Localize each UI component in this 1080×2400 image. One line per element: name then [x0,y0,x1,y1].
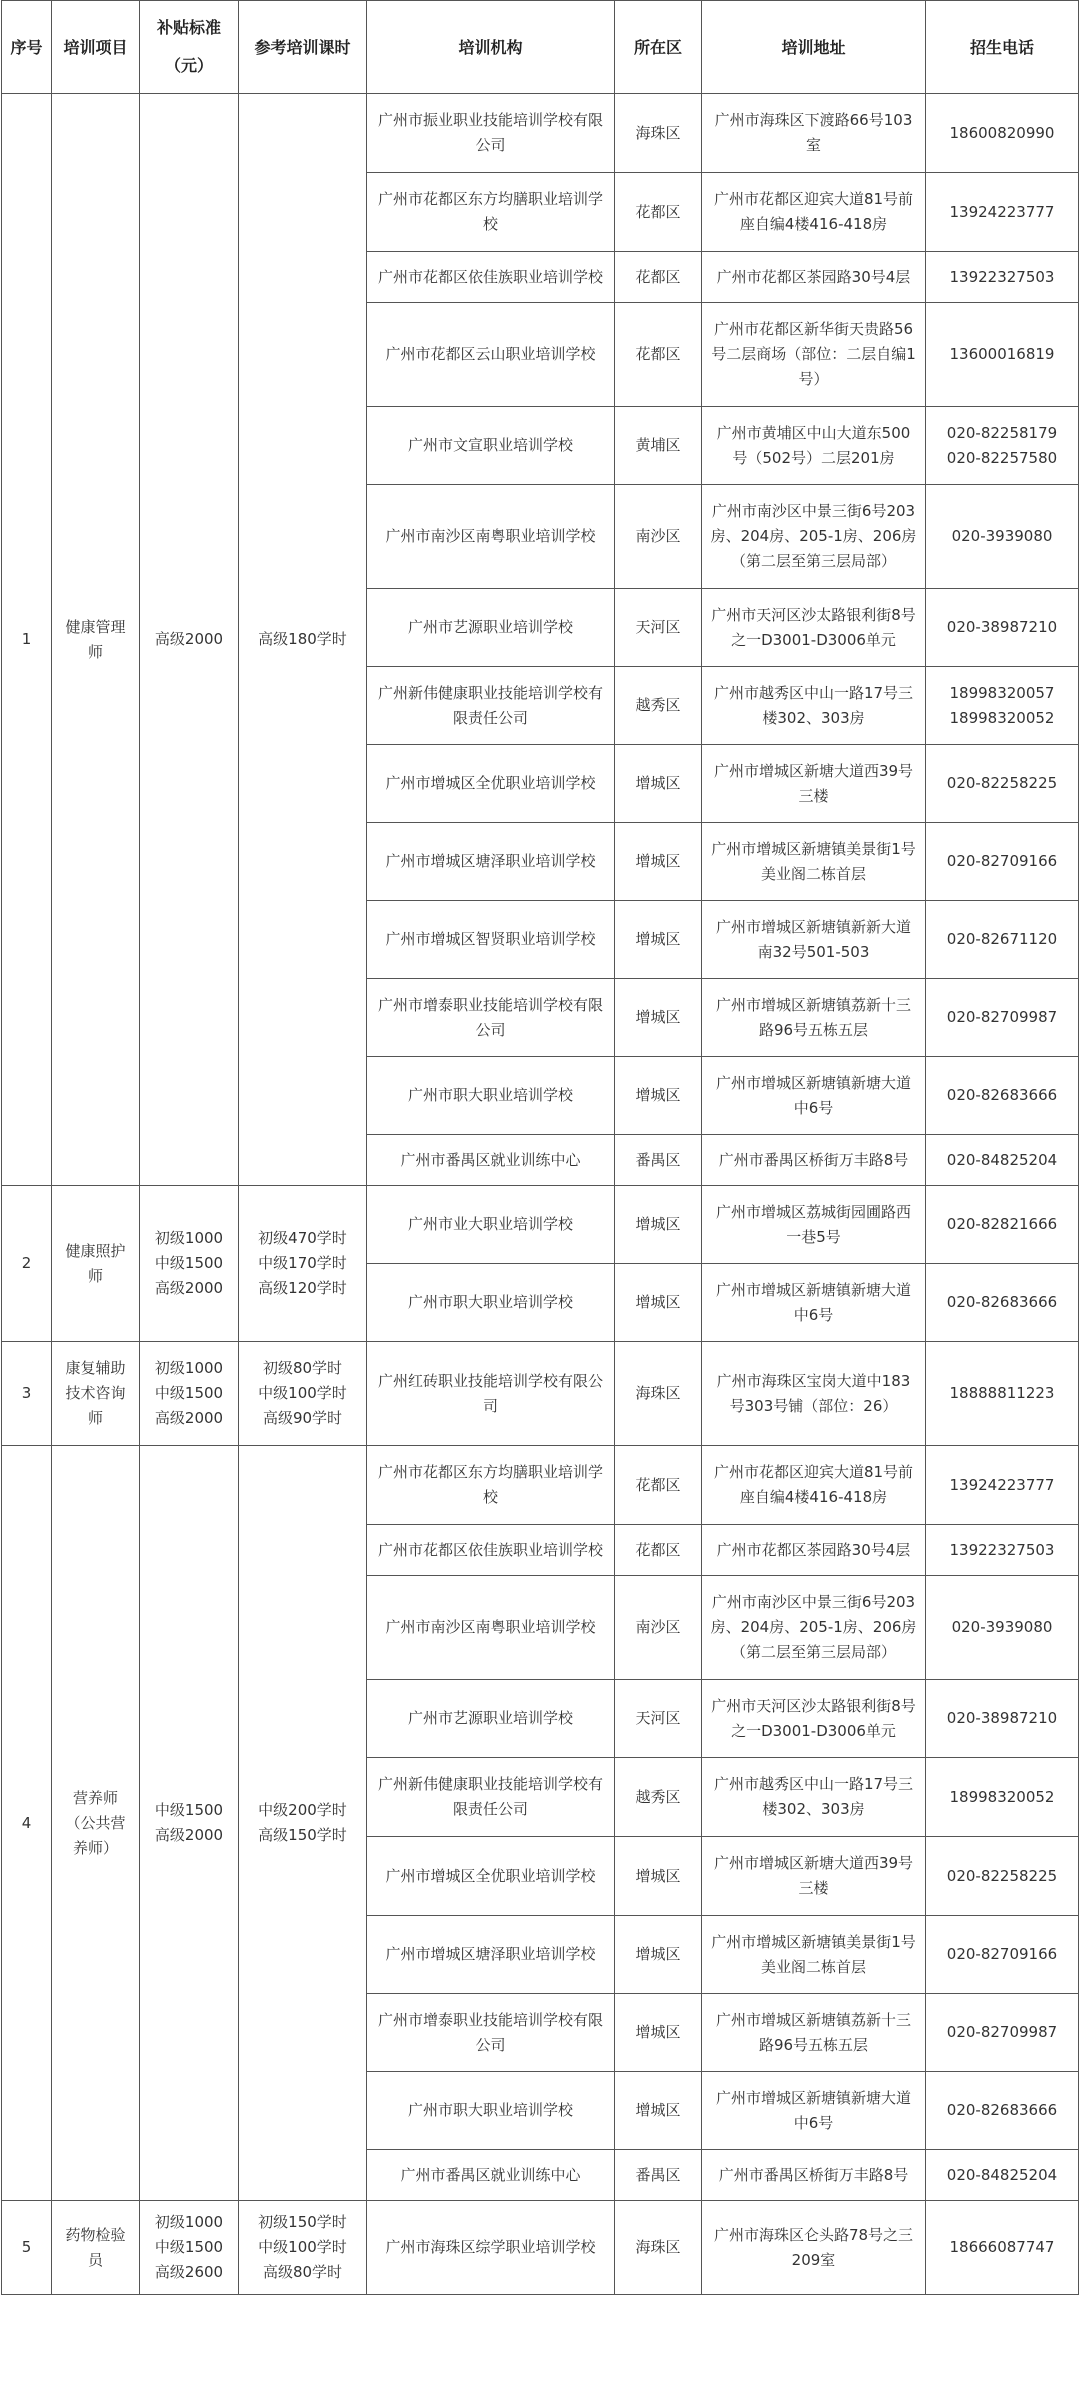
header-project: 培训项目 [52,1,140,94]
address: 广州市花都区茶园路30号4层 [702,1525,926,1576]
org-name: 广州市番禺区就业训练中心 [367,1135,615,1186]
header-phone: 招生电话 [926,1,1079,94]
address: 广州市增城区新塘镇新新大道南32号501-503 [702,901,926,979]
table-row [2,2201,1079,2295]
address: 广州市花都区迎宾大道81号前座自编4楼416-418房 [702,173,926,252]
subsidy-line: 高级2000 [154,1279,224,1297]
phone-line: 13922327503 [949,267,1055,286]
district: 海珠区 [615,94,702,173]
phone-line: 18666087747 [949,2238,1055,2256]
address: 广州市越秀区中山一路17号三楼302、303房 [702,667,926,745]
org-name: 广州市职大职业培训学校 [367,1264,615,1342]
org-name: 广州市花都区东方均膳职业培训学校 [367,173,615,252]
district: 增城区 [615,979,702,1057]
phone [926,1342,1079,1446]
table-row [2,1342,1079,1446]
district: 番禺区 [615,2150,702,2201]
district: 增城区 [615,1186,702,1264]
phone-line: 020-82257580 [946,448,1058,467]
group-project: 药物检验员 [52,2201,140,2295]
phone-line: 020-82683666 [946,1086,1058,1104]
org-name: 广州市职大职业培训学校 [367,1057,615,1135]
district: 花都区 [615,1446,702,1525]
subsidy-line: 初级1000 [154,2213,224,2231]
hours-line: 中级100学时 [258,1384,347,1402]
group-number: 5 [2,2201,52,2295]
group-hours [239,1342,367,1446]
org-name: 广州市振业职业技能培训学校有限公司 [367,94,615,173]
hours-line: 高级120学时 [258,1279,347,1297]
header-subsidy-line1: 补贴标准 [156,18,221,37]
group-subsidy [140,94,239,1186]
hours-line: 高级80学时 [262,2263,343,2281]
org-name: 广州市增城区全优职业培训学校 [367,1837,615,1916]
group-project: 康复辅助技术咨询师 [52,1342,140,1446]
phone [926,2072,1079,2150]
subsidy-line: 中级1500 [154,1254,224,1272]
district: 增城区 [615,1264,702,1342]
phone [926,1057,1079,1135]
subsidy-line: 初级1000 [154,1359,224,1377]
subsidy-line: 初级1000 [154,1229,224,1247]
hours-line: 高级150学时 [258,1826,347,1844]
address: 广州市天河区沙太路银利街8号之一D3001-D3006单元 [702,1680,926,1758]
header-address: 培训地址 [702,1,926,94]
org-name: 广州市增泰职业技能培训学校有限公司 [367,1994,615,2072]
address: 广州市增城区新塘镇新塘大道中6号 [702,1264,926,1342]
subsidy-line: 中级1500 [154,1384,224,1402]
org-name: 广州市增城区智贤职业培训学校 [367,901,615,979]
phone-line: 18998320052 [949,1787,1055,1806]
phone-line: 13924223777 [949,202,1055,221]
phone-line: 020-82709987 [946,2023,1058,2041]
phone [926,485,1079,589]
hours-line: 初级150学时 [258,2213,347,2231]
hours-line: 初级470学时 [258,1229,347,1247]
district: 天河区 [615,1680,702,1758]
district: 增城区 [615,901,702,979]
phone-line: 020-38987210 [946,1709,1058,1727]
org-name: 广州市文宣职业培训学校 [367,407,615,485]
header-district: 所在区 [615,1,702,94]
address: 广州市花都区迎宾大道81号前座自编4楼416-418房 [702,1446,926,1525]
org-name: 广州市艺源职业培训学校 [367,1680,615,1758]
hours-line: 中级100学时 [258,2238,347,2256]
header-no: 序号 [2,1,52,94]
phone [926,1186,1079,1264]
org-name: 广州市花都区云山职业培训学校 [367,303,615,407]
district: 番禺区 [615,1135,702,1186]
phone [926,94,1079,173]
subsidy-line: 中级1500 [154,2238,224,2256]
district: 增城区 [615,745,702,823]
district: 南沙区 [615,1576,702,1680]
org-name: 广州市艺源职业培训学校 [367,589,615,667]
phone [926,1135,1079,1186]
org-name: 广州红砖职业技能培训学校有限公司 [367,1342,615,1446]
org-name: 广州市增泰职业技能培训学校有限公司 [367,979,615,1057]
phone [926,667,1079,745]
district: 增城区 [615,1994,702,2072]
org-name: 广州市业大职业培训学校 [367,1186,615,1264]
phone-line: 020-84825204 [946,1150,1058,1169]
phone-line: 18998320052 [949,708,1055,727]
phone-line: 18600820990 [949,123,1055,142]
phone-line: 020-82258225 [946,1866,1058,1885]
address: 广州市黄埔区中山大道东500号（502号）二层201房 [702,407,926,485]
phone-line: 020-82709987 [946,1008,1058,1026]
phone [926,823,1079,901]
address: 广州市增城区新塘大道西39号三楼 [702,745,926,823]
district: 海珠区 [615,2201,702,2295]
address: 广州市番禺区桥街万丰路8号 [702,2150,926,2201]
phone [926,1680,1079,1758]
phone [926,1994,1079,2072]
district: 海珠区 [615,1342,702,1446]
phone [926,1525,1079,1576]
org-name: 广州市增城区塘泽职业培训学校 [367,823,615,901]
phone-line: 020-82709166 [946,1945,1058,1963]
group-subsidy [140,1446,239,2201]
phone [926,1576,1079,1680]
phone-line: 020-3939080 [951,527,1053,545]
address: 广州市增城区新塘镇新塘大道中6号 [702,1057,926,1135]
org-name: 广州市花都区东方均膳职业培训学校 [367,1446,615,1525]
address: 广州市海珠区下渡路66号103室 [702,94,926,173]
phone-line: 020-82671120 [946,930,1058,948]
phone-line: 020-38987210 [946,618,1058,636]
group-project: 营养师（公共营养师） [52,1446,140,2201]
district: 增城区 [615,1916,702,1994]
subsidy-line: 高级2600 [154,2263,224,2281]
address: 广州市增城区新塘镇美景街1号美业阁二栋首层 [702,1916,926,1994]
org-name: 广州市番禺区就业训练中心 [367,2150,615,2201]
address: 广州市花都区新华街天贵路56号二层商场（部位：二层自编1号） [702,303,926,407]
phone [926,2150,1079,2201]
org-name: 广州市增城区塘泽职业培训学校 [367,1916,615,1994]
address: 广州市番禺区桥街万丰路8号 [702,1135,926,1186]
phone [926,173,1079,252]
district: 越秀区 [615,667,702,745]
phone [926,901,1079,979]
district: 南沙区 [615,485,702,589]
address: 广州市越秀区中山一路17号三楼302、303房 [702,1758,926,1837]
phone [926,2201,1079,2295]
table-row [2,1446,1079,1525]
district: 越秀区 [615,1758,702,1837]
phone [926,252,1079,303]
org-name: 广州新伟健康职业技能培训学校有限责任公司 [367,667,615,745]
district: 黄埔区 [615,407,702,485]
phone-line: 020-82683666 [946,2101,1058,2119]
header-row [2,1,1079,94]
phone-line: 020-82709166 [946,852,1058,870]
district: 花都区 [615,252,702,303]
org-name: 广州市花都区依佳族职业培训学校 [367,252,615,303]
hours-line: 初级80学时 [262,1359,343,1377]
header-subsidy-line2: （元） [164,56,213,75]
group-hours [239,1446,367,2201]
phone [926,1837,1079,1916]
hours-line: 高级180学时 [258,630,347,648]
phone-line: 020-82683666 [946,1293,1058,1311]
header-org: 培训机构 [367,1,615,94]
district: 花都区 [615,303,702,407]
district: 增城区 [615,1837,702,1916]
phone [926,1758,1079,1837]
group-subsidy [140,1342,239,1446]
subsidy-line: 高级2000 [154,630,224,648]
org-name: 广州新伟健康职业技能培训学校有限责任公司 [367,1758,615,1837]
training-table [1,0,1079,2295]
district: 增城区 [615,823,702,901]
phone [926,745,1079,823]
org-name: 广州市增城区全优职业培训学校 [367,745,615,823]
phone-line: 13600016819 [949,345,1055,363]
address: 广州市增城区新塘大道西39号三楼 [702,1837,926,1916]
phone-line: 18998320057 [949,683,1055,702]
phone [926,1264,1079,1342]
subsidy-line: 高级2000 [154,1409,224,1427]
address: 广州市增城区新塘镇新塘大道中6号 [702,2072,926,2150]
header-hours: 参考培训课时 [239,1,367,94]
group-number: 4 [2,1446,52,2201]
phone-line: 13924223777 [949,1475,1055,1494]
district: 花都区 [615,1525,702,1576]
address: 广州市增城区新塘镇荔新十三路96号五栋五层 [702,979,926,1057]
org-name: 广州市南沙区南粤职业培训学校 [367,485,615,589]
address: 广州市增城区新塘镇美景街1号美业阁二栋首层 [702,823,926,901]
hours-line: 中级200学时 [258,1801,347,1819]
phone [926,407,1079,485]
group-hours [239,1186,367,1342]
group-hours [239,2201,367,2295]
phone-line: 020-82821666 [946,1215,1058,1233]
table-body [2,94,1079,2295]
address: 广州市增城区荔城街园圃路西一巷5号 [702,1186,926,1264]
group-number: 2 [2,1186,52,1342]
hours-line: 高级90学时 [262,1409,343,1427]
phone-line: 020-82258179 [946,423,1058,442]
phone-line: 13922327503 [949,1540,1055,1559]
phone-line: 18888811223 [949,1384,1055,1402]
district: 增城区 [615,1057,702,1135]
hours-line: 中级170学时 [258,1254,347,1272]
district: 增城区 [615,2072,702,2150]
phone [926,1916,1079,1994]
table-row [2,94,1079,173]
address: 广州市天河区沙太路银利街8号之一D3001-D3006单元 [702,589,926,667]
group-project: 健康管理师 [52,94,140,1186]
group-subsidy [140,1186,239,1342]
phone [926,979,1079,1057]
district: 天河区 [615,589,702,667]
phone-line: 020-3939080 [951,1618,1053,1636]
phone-line: 020-84825204 [946,2165,1058,2184]
group-project: 健康照护师 [52,1186,140,1342]
phone [926,589,1079,667]
group-hours [239,94,367,1186]
table-row [2,1186,1079,1264]
org-name: 广州市南沙区南粤职业培训学校 [367,1576,615,1680]
org-name: 广州市花都区依佳族职业培训学校 [367,1525,615,1576]
phone-line: 020-82258225 [946,774,1058,792]
address: 广州市海珠区宝岗大道中183号303号铺（部位：26） [702,1342,926,1446]
phone [926,303,1079,407]
org-name: 广州市海珠区综学职业培训学校 [367,2201,615,2295]
district: 花都区 [615,173,702,252]
subsidy-line: 中级1500 [154,1801,224,1819]
group-subsidy [140,2201,239,2295]
phone [926,1446,1079,1525]
address: 广州市增城区新塘镇荔新十三路96号五栋五层 [702,1994,926,2072]
address: 广州市花都区茶园路30号4层 [702,252,926,303]
org-name: 广州市职大职业培训学校 [367,2072,615,2150]
header-subsidy [140,1,239,94]
address: 广州市南沙区中景三街6号203房、204房、205-1房、206房（第二层至第三层局部） [702,1576,926,1680]
address: 广州市南沙区中景三街6号203房、204房、205-1房、206房（第二层至第三层局部） [702,485,926,589]
group-number: 1 [2,94,52,1186]
subsidy-line: 高级2000 [154,1826,224,1844]
address: 广州市海珠区仑头路78号之三209室 [702,2201,926,2295]
group-number: 3 [2,1342,52,1446]
